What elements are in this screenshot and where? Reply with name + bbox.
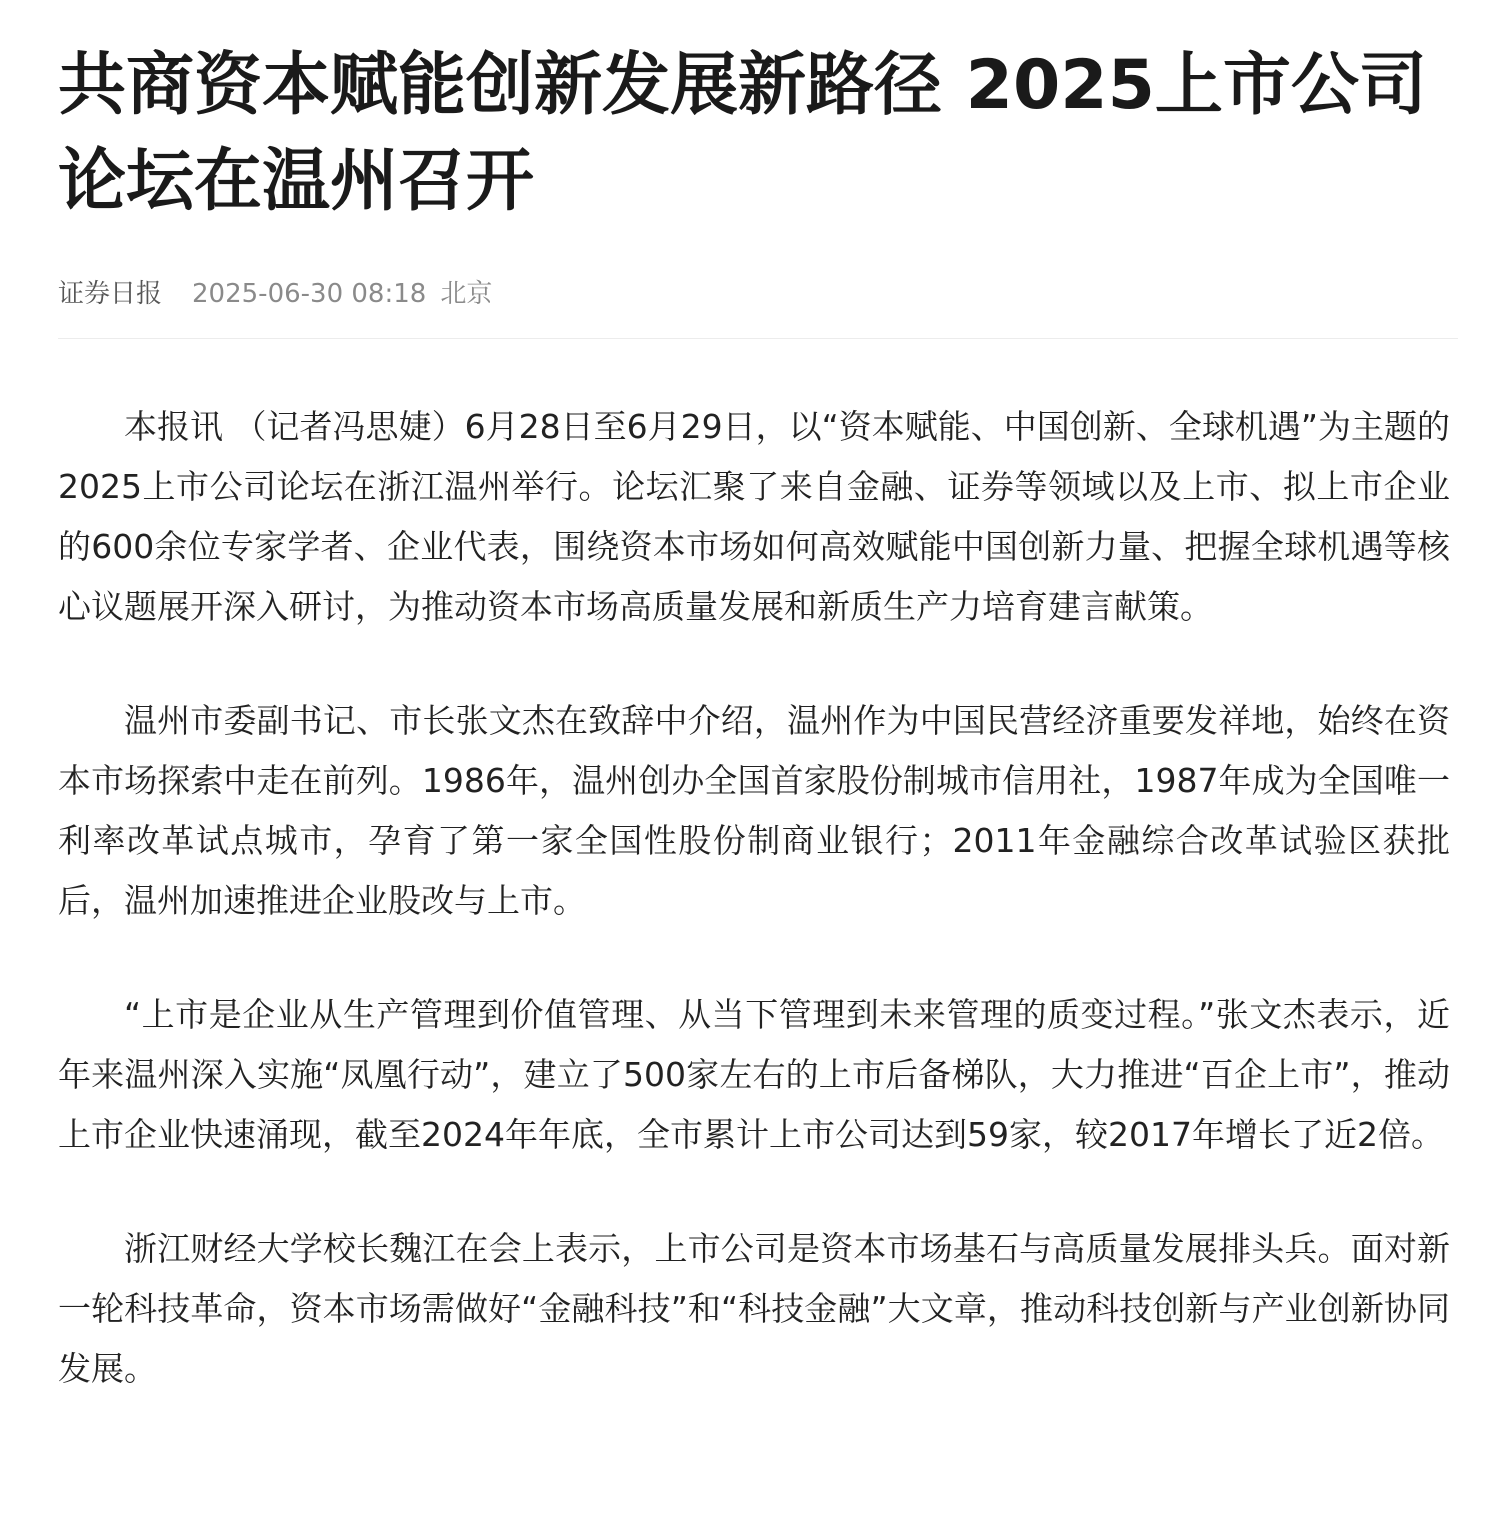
article-meta: [58, 274, 1458, 314]
source-name[interactable]: 证券日报: [58, 279, 163, 309]
publish-datetime: 2025-06-30 08:18: [192, 279, 427, 309]
article-body: [58, 397, 1458, 1399]
meta-divider: [58, 338, 1458, 339]
publish-location: 北京: [440, 279, 493, 309]
paragraph: 浙江财经大学校长魏江在会上表示，上市公司是资本市场基石与高质量发展排头兵。面对新一轮科技革命，资本市场需做好“金融科技”和“科技金融”大文章，推动科技创新与产业创新协同发展。: [58, 1229, 1450, 1388]
paragraph: 温州市委副书记、市长张文杰在致辞中介绍，温州作为中国民营经济重要发祥地，始终在资本市场探索中走在前列。1986年，温州创办全国首家股份制城市信用社，1987年成为全国唯一利率改革试点城市，孕育了第一家全国性股份制商业银行；2011年金融综合改革试验区获批后，温州加速推进企业股改与上市。: [58, 701, 1450, 920]
article: [58, 0, 1458, 1453]
article-title: 共商资本赋能创新发展新路径 2025上市公司论坛在温州召开: [58, 46, 1427, 221]
paragraph: 本报讯 （记者冯思婕）6月28日至6月29日，以“资本赋能、中国创新、全球机遇”为主题的2025上市公司论坛在浙江温州举行。论坛汇聚了来自金融、证券等领域以及上市、拟上市企业的600余位专家学者、企业代表，围绕资本市场如何高效赋能中国创新力量、把握全球机遇等核心议题展开深入研讨，为推动资本市场高质量发展和新质生产力培育建言献策。: [58, 407, 1450, 626]
paragraph: “上市是企业从生产管理到价值管理、从当下管理到未来管理的质变过程。”张文杰表示，近年来温州深入实施“凤凰行动”，建立了500家左右的上市后备梯队，大力推进“百企上市”，推动上市企业快速涌现，截至2024年年底，全市累计上市公司达到59家，较2017年增长了近2倍。: [58, 995, 1450, 1154]
